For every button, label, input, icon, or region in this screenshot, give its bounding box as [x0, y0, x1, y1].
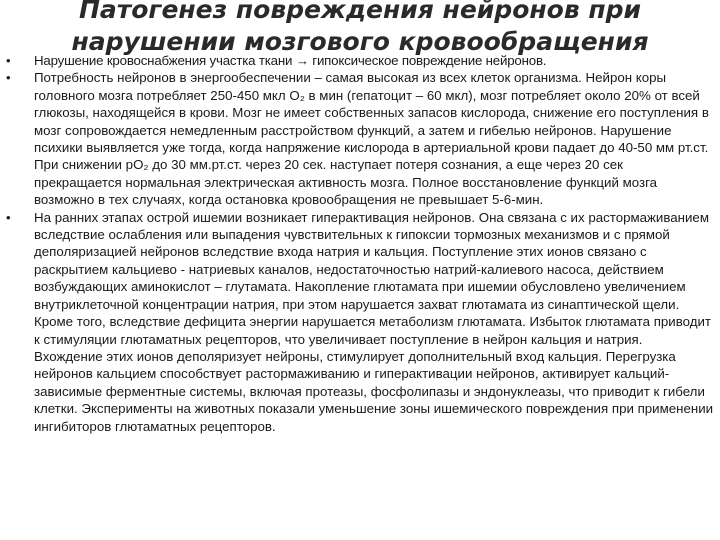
bullet-marker: • — [6, 209, 11, 225]
bullet-text: На ранних этапах острой ишемии возникает гиперактивация нейронов. Она связана с их растормаживанием вследствие ослабления или выпадения чувствительных к гипоксии тормозных механизмов и с прямой деполяризацией нейронов вследствие входа натрия и кальция. Поступление этих ионов связано с раскрытием кальциево - натриевых каналов, недостаточностью натрий-калиевого насоса, действием возбуждающих аминокислот – глутамата. Накопление глютамата при ишемии обусловлено увеличением внутриклеточной концентрации натрия, при этом нарушается захват глютамата из синаптической щели. Кроме того, вследствие дефицита энергии нарушается метаболизм глютамата. Избыток глютамата приводит к стимуляции глютаматных рецепторов, что увеличивает поступление в нейрон кальция и натрия. Вхождение этих ионов деполяризует нейроны, стимулирует дополнительный вход кальция. Перегрузка нейронов кальцием способствует растормаживанию и гиперактивации нейронов, активирует кальций-зависимые ферментные системы, включая протеазы, фосфолипазы и эндонуклеазы, что приводит к гибели клетки. Эксперименты на животных показали уменьшение зоны ишемического повреждения при применении ингибиторов глютаматных рецепторов. — [34, 209, 714, 434]
slide-title — [0, 0, 720, 58]
bullet-marker: • — [6, 70, 11, 86]
slide-title-line-2: нарушении мозгового кровообращения — [71, 27, 649, 56]
bullet-marker: • — [6, 53, 11, 68]
bullet-item — [0, 69, 720, 208]
bullet-item — [0, 52, 720, 69]
bullet-text: Нарушение кровоснабжения участка ткани → гипоксическое повреждение нейронов. — [34, 53, 547, 68]
slide-title-line-1: Патогенез повреждения нейронов при — [78, 0, 642, 24]
bullet-list — [0, 52, 720, 435]
bullet-text: Потребность нейронов в энергообеспечении – самая высокая из всех клеток организма. Нейрон коры головного мозга потребляет 250-450 мкл O₂ в мин (гепатоцит – 60 мкл), мозг потребляет около 20% от всей глюкозы, находящейся в крови. Мозг не имеет собственных запасов кислорода, снижение его поступления в мозг сопровождается немедленным расстройством функций, а затем и гибелью нейронов. Нарушение психики выявляется уже тогда, когда напряжение кислорода в артериальной крови падает до 40-50 мм рт.ст. При снижении pO₂ до 30 мм.рт.ст. через 20 сек. наступает потеря сознания, а еще через 20 сек прекращается нормальная электрическая активность мозга. Полное восстановление функций мозга возможно в тех случаях, когда остановка кровообращения не превышает 5-6-мин. — [34, 70, 709, 208]
bullet-item — [0, 209, 720, 435]
